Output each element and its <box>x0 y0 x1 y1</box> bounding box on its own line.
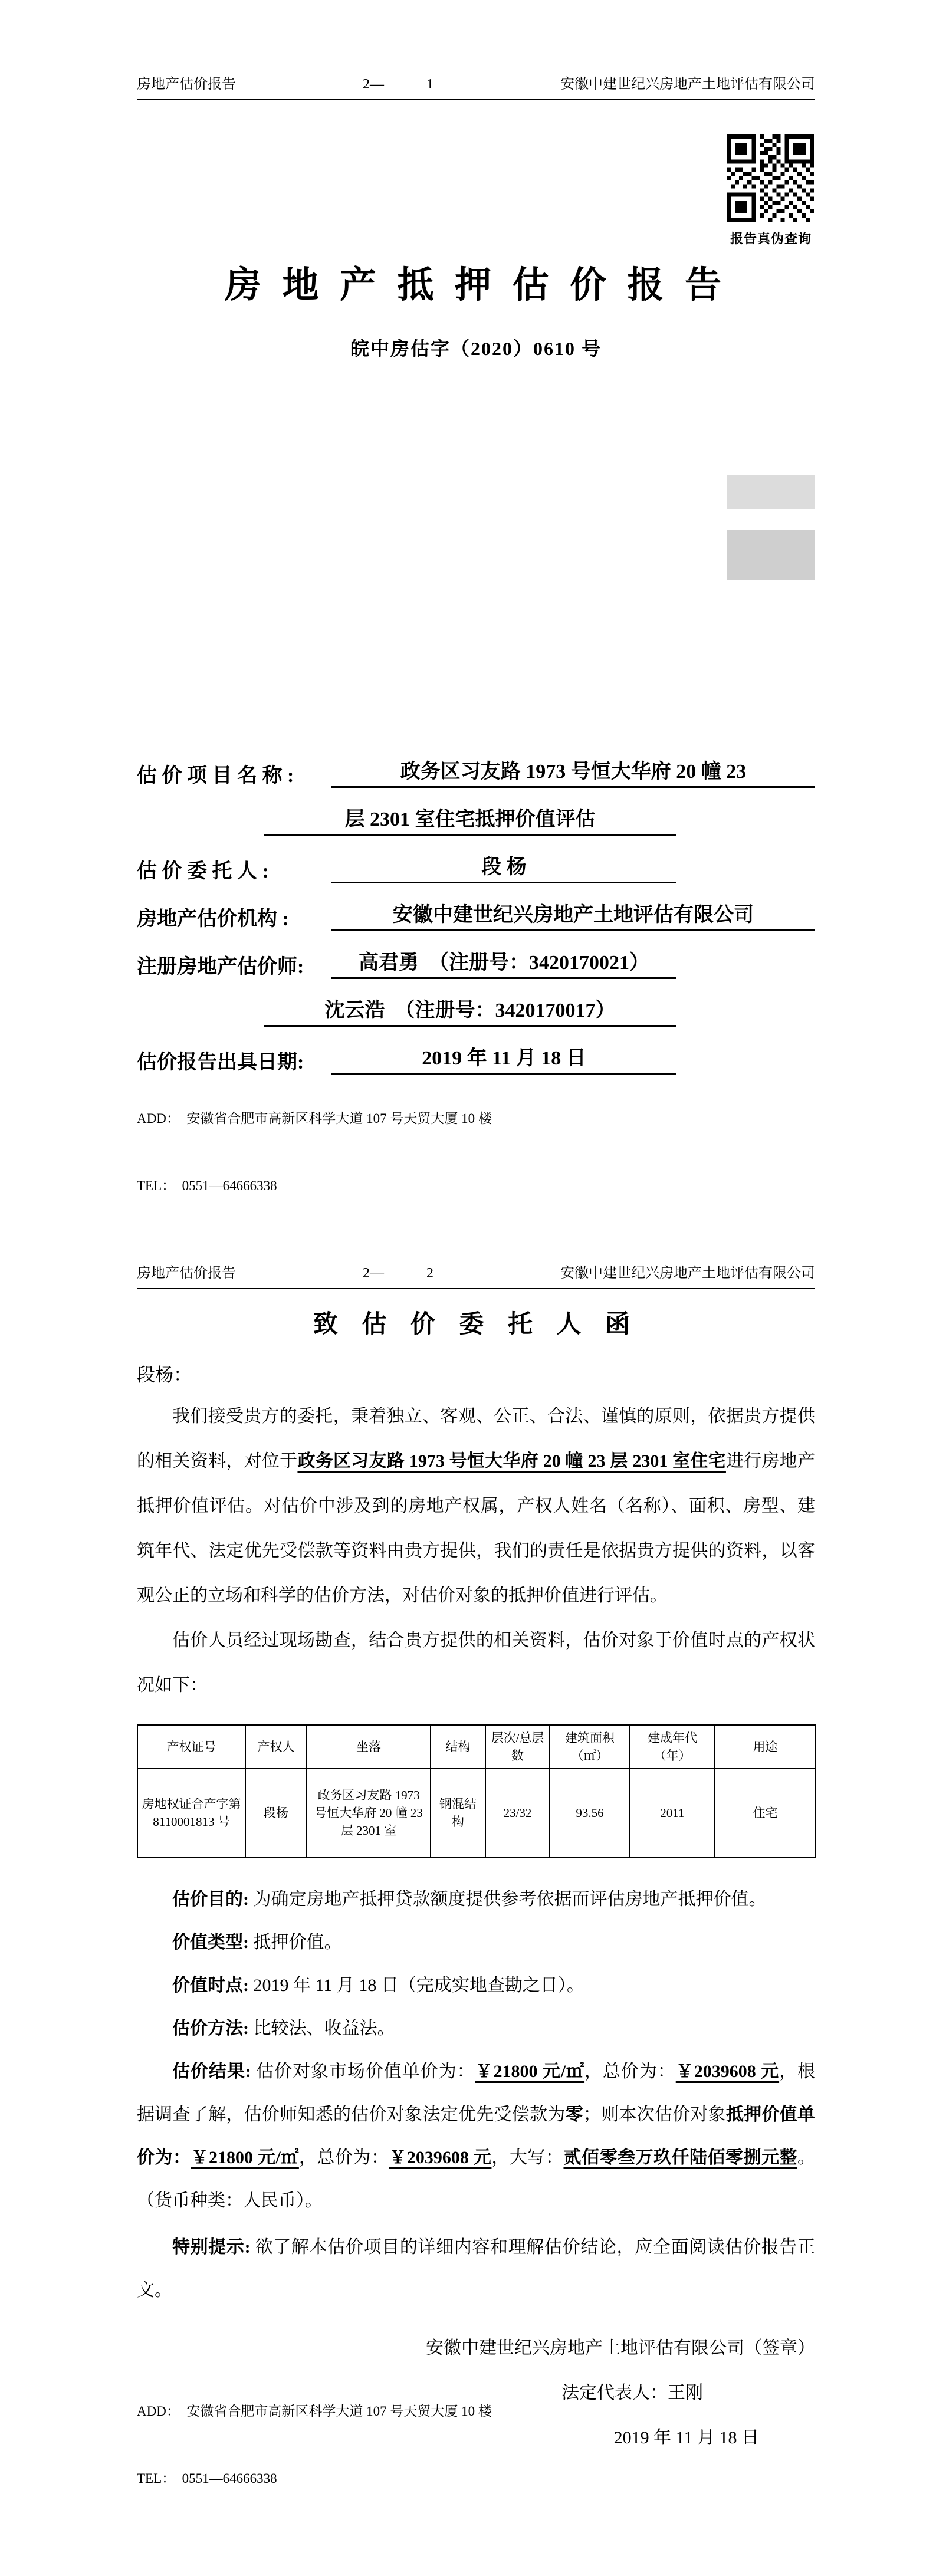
zero-emphasis: 零 <box>565 2105 583 2124</box>
item-label: 估价结果: <box>172 2062 251 2081</box>
header-doc-title: 房地产估价报告 <box>137 77 236 92</box>
signature-date: 2019 年 11 月 18 日 <box>613 2428 759 2447</box>
item-text: 抵押价值。 <box>249 1933 342 1952</box>
field-value-agency: 安徽中建世纪兴房地产土地评估有限公司 <box>331 898 815 931</box>
qr-verification-block <box>727 134 815 247</box>
page-1 <box>0 0 936 1256</box>
item-special-note <box>137 2226 815 2312</box>
item-label: 估价方法: <box>172 2019 249 2038</box>
table-header-location: 坐落 <box>307 1725 431 1769</box>
appraisal-items <box>137 1878 815 2312</box>
scan-artifact-1 <box>727 475 815 509</box>
table-cell-floor: 23/32 <box>485 1769 550 1857</box>
property-address-emphasis: 政务区习友路 1973 号恒大华府 20 幢 23 层 2301 室住宅 <box>297 1451 726 1471</box>
unit-price-value: ￥21800 元/㎡ <box>475 2062 585 2081</box>
table-header-floor: 层次/总层数 <box>485 1725 550 1769</box>
total-price-value: ￥2039608 元 <box>675 2062 780 2081</box>
scan-artifact-2 <box>727 530 815 580</box>
header-page-number: 2— 1 <box>363 77 433 92</box>
table-header-structure: 结构 <box>431 1725 485 1769</box>
table-cell-structure: 钢混结构 <box>431 1769 485 1857</box>
cover-fields <box>137 757 815 1075</box>
item-label: 价值时点: <box>172 1976 249 1995</box>
field-label-date: 估价报告出具日期: <box>137 1052 304 1074</box>
result-text: ，大写： <box>491 2148 564 2167</box>
mortgage-price-label: 抵押价值单价为： <box>137 2105 816 2167</box>
field-value-project-line1: 政务区习友路 1973 号恒大华府 20 幢 23 <box>331 755 815 788</box>
item-method <box>137 2007 815 2050</box>
item-text: 比较法、收益法。 <box>249 2019 395 2038</box>
result-text: 。（货币种类：人民币）。 <box>137 2148 816 2210</box>
table-header-area: 建筑面积（㎡） <box>550 1725 630 1769</box>
field-project-name-cont <box>137 805 815 836</box>
field-client <box>137 853 815 883</box>
header-page-number: 2— 2 <box>363 1266 433 1281</box>
field-label-client: 估 价 委 托 人 : <box>137 860 269 883</box>
page-1-header <box>137 0 815 100</box>
result-text: ；则本次估价对象 <box>583 2105 726 2124</box>
table-header-certificate: 产权证号 <box>137 1725 245 1769</box>
result-text: ，总价为： <box>584 2062 676 2081</box>
page-2-header <box>137 1256 815 1289</box>
item-text: 为确定房地产抵押贷款额度提供参考依据而评估房地产抵押价值。 <box>249 1890 767 1909</box>
table-header-row <box>137 1725 816 1769</box>
result-text: ，总价为： <box>298 2148 389 2167</box>
qr-caption: 报告真伪查询 <box>730 231 812 246</box>
table-cell-year: 2011 <box>630 1769 715 1857</box>
field-agency <box>137 901 815 931</box>
item-label: 估价目的: <box>172 1890 249 1909</box>
page-2-footer <box>137 2355 492 2535</box>
page-2 <box>0 1256 936 2576</box>
field-label-agency: 房地产估价机构 : <box>137 908 289 931</box>
footer-address: ADD： 安徽省合肥市高新区科学大道 107 号天贸大厦 10 楼 <box>137 1111 492 1126</box>
item-value-date <box>137 1964 815 2007</box>
result-text: ，根据调查了解，估价师知悉的估价对象法定优先受偿款为 <box>137 2062 816 2124</box>
paragraph-survey: 估价人员经过现场勘查，结合贵方提供的相关资料，估价对象于价值时点的产权状况如下： <box>137 1631 815 1695</box>
result-text: 估价对象市场价值单价为： <box>251 2062 475 2081</box>
signature-legal-representative: 法定代表人：王刚 <box>561 2383 703 2403</box>
item-label: 价值类型: <box>172 1933 249 1952</box>
paragraph-text: 我们接受贵方的委托，秉着独立、客观、公正、合法、谨慎的原则，依据贵方提供的相关资料，对位于 <box>137 1407 815 1471</box>
header-doc-title: 房地产估价报告 <box>137 1266 236 1281</box>
report-number: 皖中房估字（2020）0610 号 <box>350 338 602 360</box>
property-rights-table <box>137 1724 816 1858</box>
paragraph-commission <box>137 1394 815 1618</box>
item-text: 2019 年 11 月 18 日（完成实地查勘之日）。 <box>249 1976 584 1995</box>
item-result <box>137 2050 815 2222</box>
field-project-name <box>137 757 815 788</box>
mortgage-unit-price-value: ￥21800 元/㎡ <box>191 2148 299 2167</box>
salutation: 段杨： <box>137 1365 192 1385</box>
item-purpose <box>137 1878 815 1921</box>
report-title: 房 地 产 抵 押 估 价 报 告 <box>224 265 727 305</box>
footer-address: ADD： 安徽省合肥市高新区科学大道 107 号天贸大厦 10 楼 <box>137 2404 492 2419</box>
letter-title: 致 估 价 委 托 人 函 <box>313 1311 639 1338</box>
paragraph-text: 进行房地产抵押价值评估。对估价中涉及到的房地产权属，产权人姓名（名称）、面积、房型、建筑年代、法定优先受偿款等资料由贵方提供，我们的责任是依据贵方提供的资料，以客观公正的立场和科学的估价方法，对估价对象的抵押价值进行评估。 <box>137 1451 816 1605</box>
signature-company: 安徽中建世纪兴房地产土地评估有限公司（签章） <box>426 2338 815 2358</box>
amount-in-words: 贰佰零叁万玖仟陆佰零捌元整 <box>563 2148 798 2167</box>
header-company-name: 安徽中建世纪兴房地产土地评估有限公司 <box>560 1266 815 1281</box>
table-cell-certificate: 房地权证合产字第 8110001813 号 <box>137 1769 245 1857</box>
table-header-year: 建成年代（年） <box>630 1725 715 1769</box>
header-company-name: 安徽中建世纪兴房地产土地评估有限公司 <box>560 77 815 92</box>
field-value-project-line2: 层 2301 室住宅抵押价值评估 <box>264 803 676 836</box>
footer-telephone: TEL： 0551—64666338 <box>137 1178 277 1193</box>
field-value-client: 段 杨 <box>331 850 676 883</box>
table-cell-usage: 住宅 <box>715 1769 816 1857</box>
footer-telephone: TEL： 0551—64666338 <box>137 2471 277 2486</box>
table-header-usage: 用途 <box>715 1725 816 1769</box>
table-row <box>137 1769 816 1857</box>
field-appraiser-1 <box>137 948 815 979</box>
item-value-type <box>137 1921 815 1964</box>
field-label-project: 估 价 项 目 名 称 : <box>137 765 294 787</box>
field-label-appraiser: 注册房地产估价师: <box>137 956 304 978</box>
field-appraiser-2 <box>137 996 815 1027</box>
field-value-appraiser-1: 高君勇 （注册号：3420170021） <box>331 946 676 979</box>
table-header-owner: 产权人 <box>245 1725 307 1769</box>
qr-code-icon <box>727 134 814 222</box>
table-cell-owner: 段杨 <box>245 1769 307 1857</box>
item-label: 特别提示: <box>172 2237 251 2257</box>
mortgage-total-price-value: ￥2039608 元 <box>389 2148 492 2167</box>
field-value-appraiser-2: 沈云浩 （注册号：3420170017） <box>264 994 676 1027</box>
item-text: 欲了解本估价项目的详细内容和理解估价结论，应全面阅读估价报告正文。 <box>137 2237 815 2300</box>
page-1-footer <box>137 1063 492 1242</box>
table-cell-location: 政务区习友路 1973 号恒大华府 20 幢 23 层 2301 室 <box>307 1769 431 1857</box>
field-value-date: 2019 年 11 月 18 日 <box>331 1041 676 1075</box>
table-cell-area: 93.56 <box>550 1769 630 1857</box>
